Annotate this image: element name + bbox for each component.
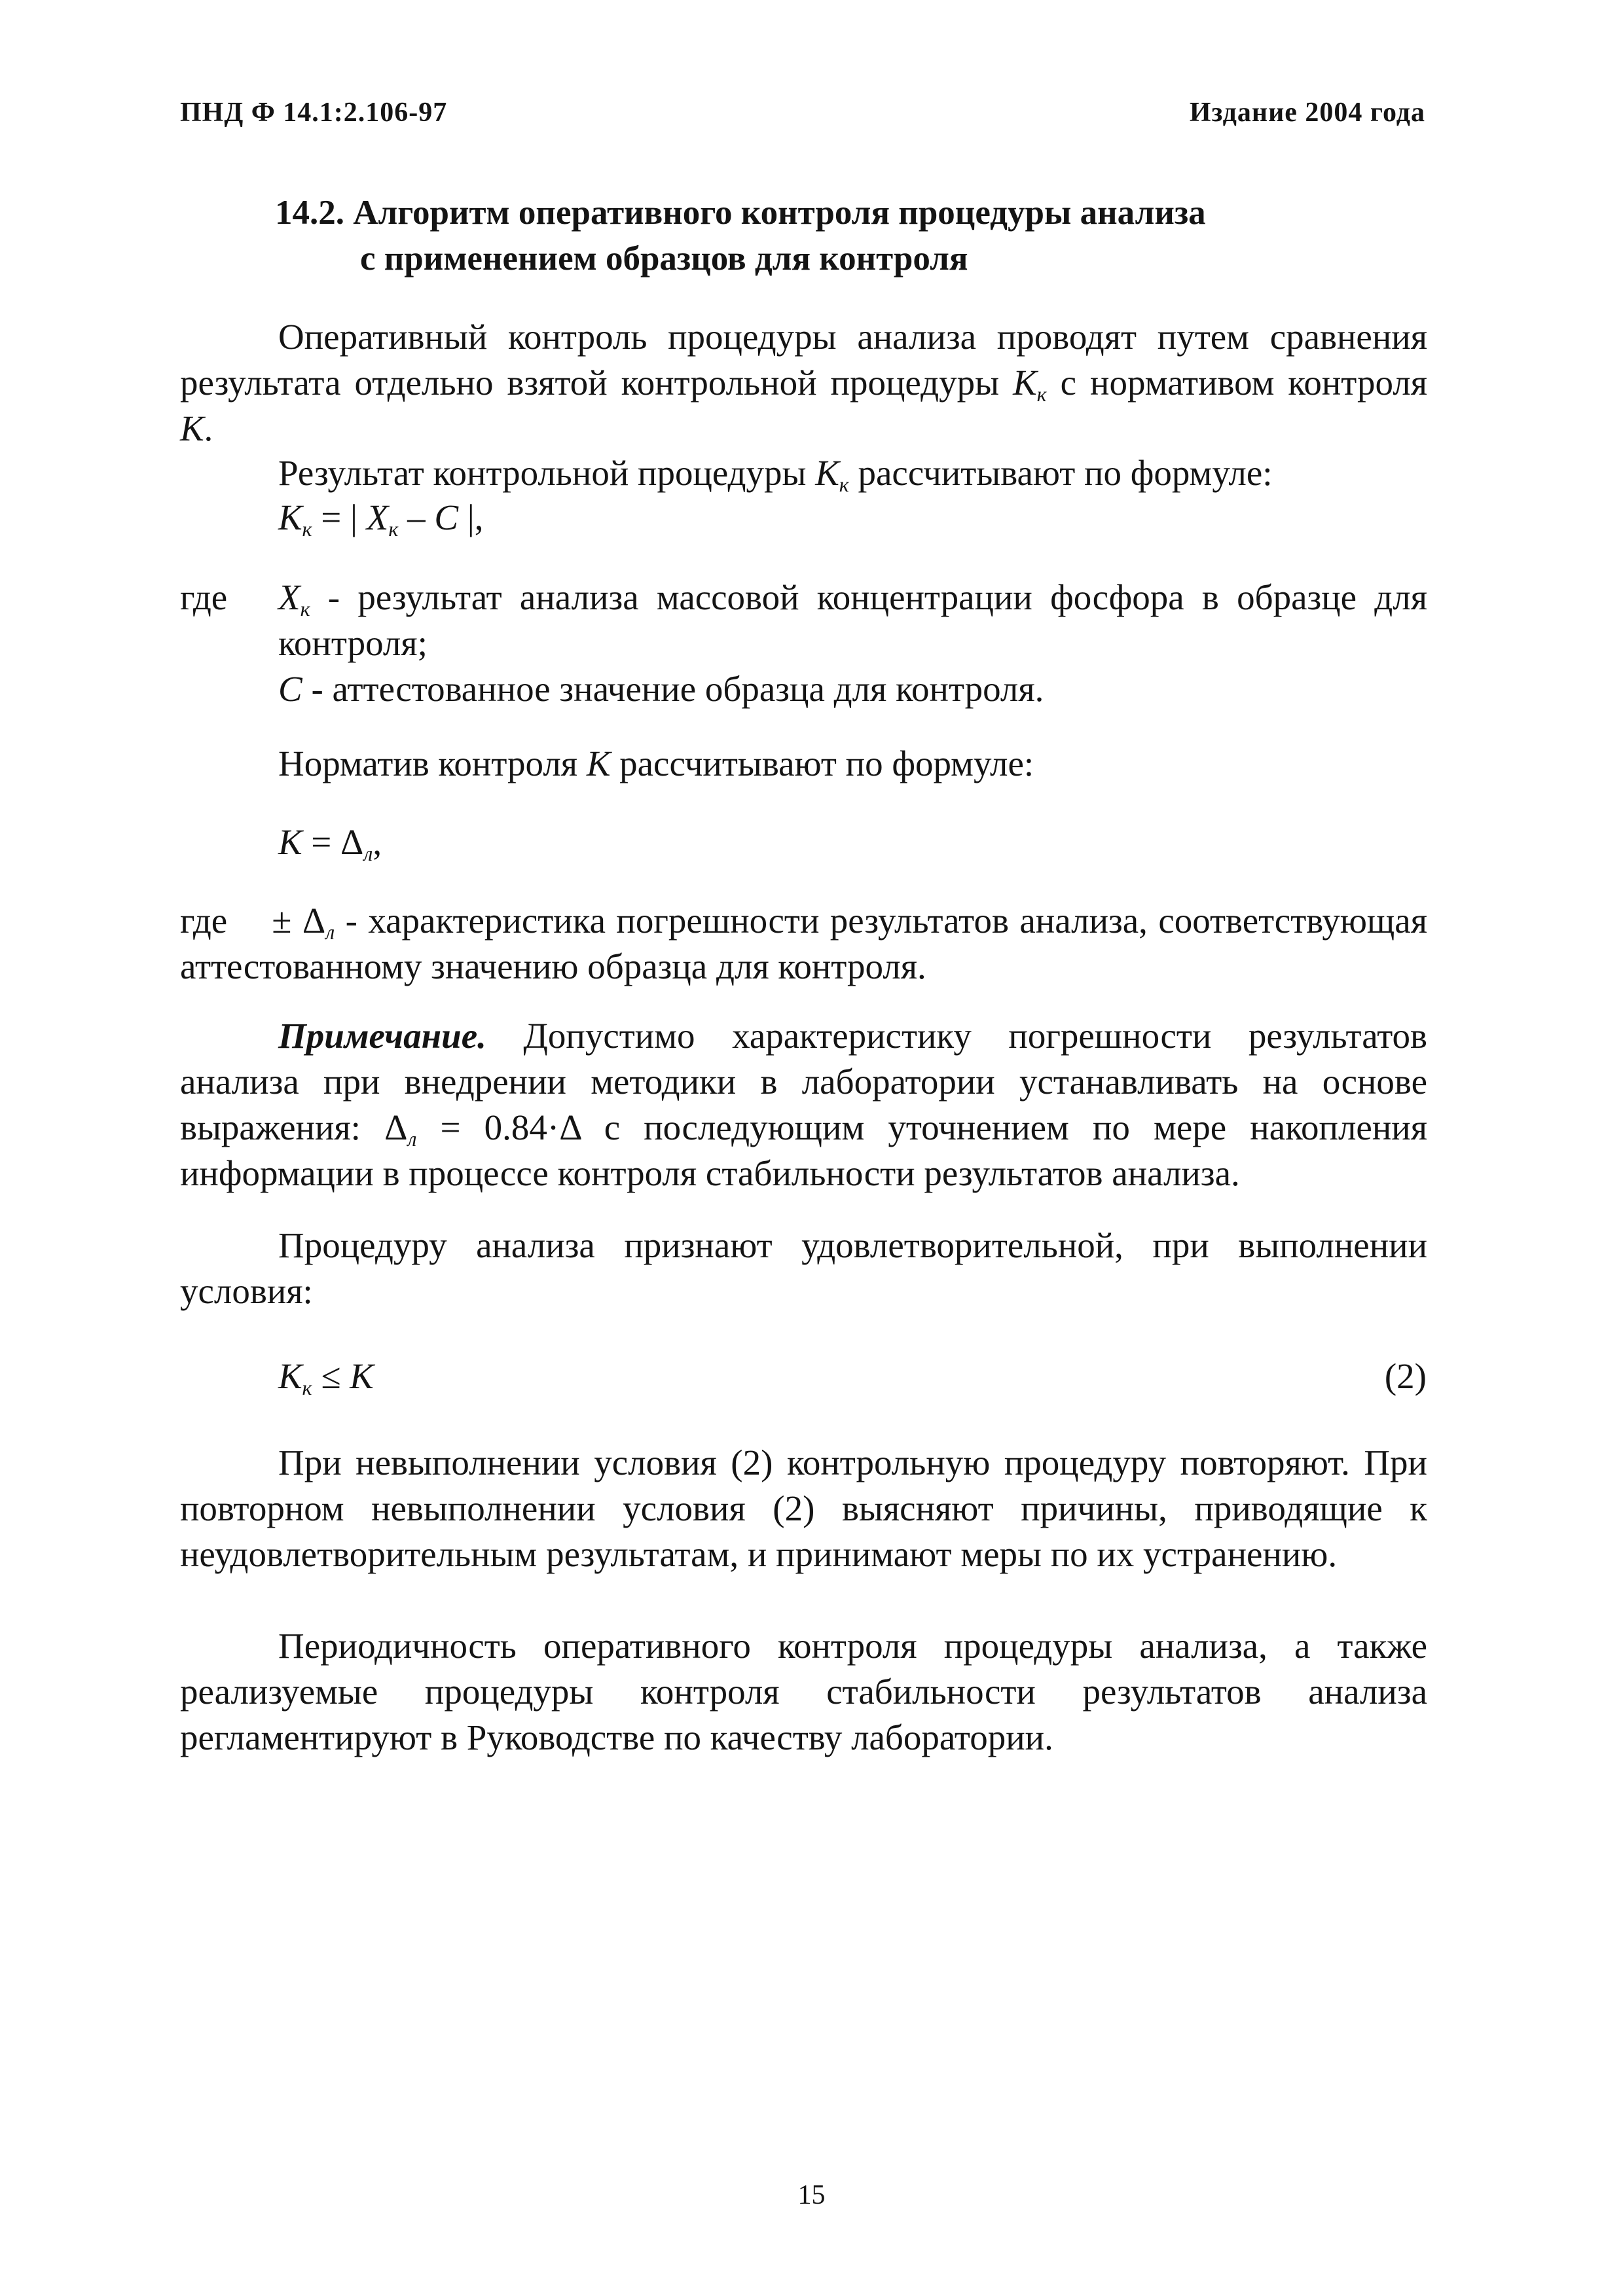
formula-number: (2) <box>1384 1356 1427 1396</box>
where-label: где <box>180 901 228 941</box>
note-paragraph: Примечание. Допустимо характеристику погрешности результатов анализа при внедрении методики в лаборатории устанавливать на основе выражения: $\Delta_л = 0.84\cdot\Delta$ с последующим уточнением по мере накопления информации в процессе контроля стабильности результатов анализа. <box>180 1016 1428 1193</box>
section-title-line1: 14.2. Алгоритм оперативного контроля процедуры анализа <box>275 194 1206 232</box>
formula-control-result: $К_к$ = | $Х_к$ – С |, <box>278 497 484 541</box>
where-definitions-1 <box>180 575 1427 712</box>
note-label: Примечание. <box>278 1016 486 1056</box>
paragraph-condition-intro: Процедуру анализа признают удовлетворительной, при выполнении условия: <box>180 1225 1427 1311</box>
paragraph-norm-intro: Норматив контроля К рассчитывают по формуле: <box>278 744 1034 783</box>
paragraph-periodicity: Периодичность оперативного контроля процедуры анализа, а также реализуемые процедуры контроля стабильности результатов анализа регламентируют в Руководстве по качеству лаборатории. <box>180 1626 1427 1757</box>
where-definitions-2: где ± $\Delta_л$ - характеристика погрешности результатов анализа, соответствующая аттестованному значению образца для контроля. <box>180 901 1427 986</box>
page-number: 15 <box>797 2180 826 2210</box>
where-label: где <box>180 577 228 617</box>
formula-control-norm: $К = \Delta_л$, <box>278 822 382 865</box>
paragraph-failure: При невыполнении условия (2) контрольную процедуру повторяют. При повторном невыполнении условия (2) выясняют причины, приводящие к неудовлетворительным результатам, и принимают меры по их устранению. <box>180 1443 1427 1574</box>
formula-condition: $К_к \le К$ <box>278 1356 374 1399</box>
section-title-line2: с применением образцов для контроля <box>360 240 968 278</box>
paragraph-intro: Оперативный контроль процедуры анализа проводят путем сравнения результата отдельно взятой контрольной процедуры $К_к$ с нормативом контроля К. <box>180 317 1427 448</box>
definition-c: С - аттестованное значение образца для контроля. <box>278 669 1044 709</box>
definition-x: $Х_к$ - результат анализа массовой концентрации фосфора в образце для контроля; <box>278 577 1427 663</box>
paragraph-result-formula-intro: Результат контрольной процедуры $К_к$ рассчитывают по формуле: <box>278 453 1273 496</box>
edition-label: Издание 2004 года <box>1189 98 1425 128</box>
section-title <box>275 190 1421 281</box>
document-code: ПНД Ф 14.1:2.106-97 <box>180 98 448 128</box>
